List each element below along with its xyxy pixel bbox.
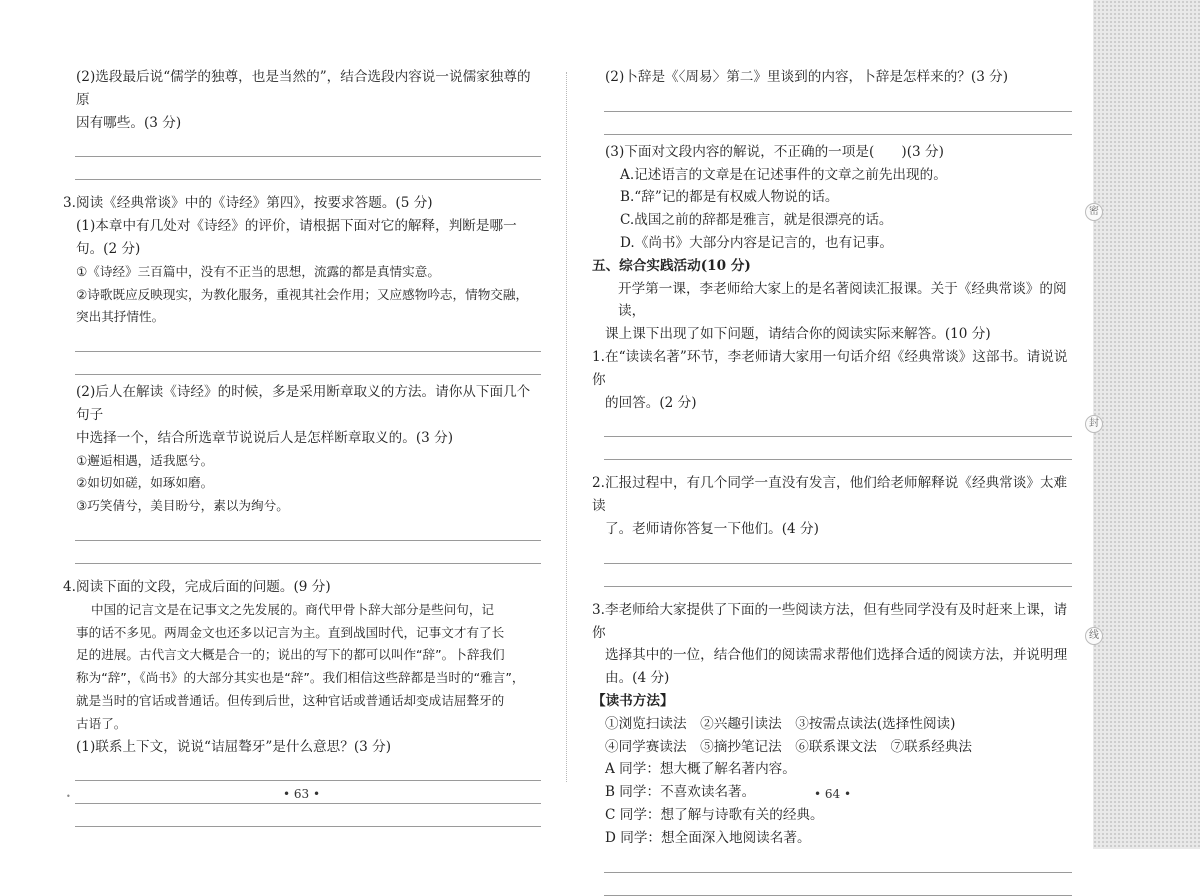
answer-line[interactable] xyxy=(604,112,1072,135)
statement-item: ①《诗经》三百篇中，没有不正当的思想，流露的都是真情实意。 xyxy=(76,263,440,279)
question-text: 因有哪些。(3 分) xyxy=(76,114,182,131)
question-3-title: 3.阅读《经典常谈》中的《诗经》第四》，按要求答题。(5 分) xyxy=(63,195,433,212)
question-text: (3)下面对文段内容的解说，不正确的一项是( )(3 分) xyxy=(605,143,944,160)
option-d: D.《尚书》大部分内容是记言的，也有记事。 xyxy=(620,234,894,251)
passage-text: 就是当时的官话或普通话。但传到后世，这种官话或普通话却变成诘屈聱牙的 xyxy=(76,692,505,708)
answer-line[interactable] xyxy=(75,157,541,180)
page-number-left: • 63 • xyxy=(283,787,321,801)
poem-line: ①邂逅相遇，适我愿兮。 xyxy=(76,452,214,468)
student-need: D 同学：想全面深入地阅读名著。 xyxy=(605,829,811,846)
question-text: (2)卜辞是《〈周易〉第二》里谈到的内容，卜辞是怎样来的？(3 分) xyxy=(605,69,1009,85)
answer-line[interactable] xyxy=(75,518,541,541)
binding-strip xyxy=(1089,0,1200,849)
answer-line[interactable] xyxy=(75,352,541,375)
passage-text: 古语了。 xyxy=(76,715,127,731)
passage-text: 足的进展。古代言文大概是合一的；说出的写下的都可以叫作“辞”。卜辞我们 xyxy=(76,647,505,663)
poem-line: ③巧笑倩兮，美目盼兮，素以为绚兮。 xyxy=(76,498,289,514)
answer-line[interactable] xyxy=(75,804,541,827)
student-need: C 同学：想了解与诗歌有关的经典。 xyxy=(605,806,824,823)
subquestion-2: 2.汇报过程中，有几个同学一直没有发言，他们给老师解释说《经典常谈》太难读 xyxy=(592,475,1068,515)
statement-item: ②诗歌既应反映现实，为教化服务，重视其社会作用；又应感物吟志，情物交融， xyxy=(76,286,529,302)
option-c: C.战国之前的辞都是雅言，就是很漂亮的话。 xyxy=(620,212,893,229)
question-text: 句。(2 分) xyxy=(76,240,141,257)
poem-line: ②如切如磋，如琢如磨。 xyxy=(76,475,214,491)
right-page xyxy=(592,66,1072,896)
question-text: 的回答。(2 分) xyxy=(605,394,697,411)
binding-mark-fold: 封 xyxy=(1085,415,1103,433)
answer-line[interactable] xyxy=(604,850,1072,873)
option-a: A.记述语言的文章是在记述事件的文章之前先出现的。 xyxy=(620,166,947,183)
student-need: B 同学：不喜欢读名著。 xyxy=(605,784,756,801)
question-text: (1)联系上下文，说说“诘屈聱牙”是什么意思？(3 分) xyxy=(76,738,392,755)
methods-list: ④同学赛读法 ⑤摘抄笔记法 ⑥联系课文法 ⑦联系经典法 xyxy=(605,738,973,755)
left-page xyxy=(63,66,541,827)
statement-item: 突出其抒情性。 xyxy=(76,309,165,325)
section-5-title: 五、综合实践活动(10 分) xyxy=(592,257,751,274)
answer-line[interactable] xyxy=(604,541,1072,564)
subquestion-1: 1.在“读读名著”环节，李老师请大家用一句话介绍《经典常谈》这部书。请说说你 xyxy=(592,348,1068,388)
passage-text: 中国的记言文是在记事文之先发展的。商代甲骨卜辞大部分是些问句，记 xyxy=(91,601,494,617)
methods-title: 【读书方法】 xyxy=(592,692,674,709)
answer-line[interactable] xyxy=(75,134,541,157)
page-divider xyxy=(566,72,567,782)
question-text: 选择其中的一位，结合他们的阅读需求帮他们选择合适的阅读方法，并说明理 xyxy=(605,647,1068,664)
question-4-title: 4.阅读下面的文段，完成后面的问题。(9 分) xyxy=(63,578,331,595)
answer-line[interactable] xyxy=(75,541,541,564)
subquestion-3: 3.李老师给大家提供了下面的一些阅读方法，但有些同学没有及时赶来上课，请你 xyxy=(592,601,1068,641)
question-text: 中选择一个，结合所选章节说说后人是怎样断章取义的。(3 分) xyxy=(76,429,454,446)
corner-mark: • xyxy=(66,792,71,801)
question-text: 了。老师请你答复一下他们。(4 分) xyxy=(605,520,819,537)
question-text: 由。(4 分) xyxy=(605,670,670,687)
answer-line[interactable] xyxy=(604,437,1072,460)
question-text: (2)后人在解读《诗经》的时候，多是采用断章取义的方法。请你从下面几个句子 xyxy=(76,384,531,423)
section-intro: 课上课下出现了如下问题，请结合你的阅读实际来解答。(10 分) xyxy=(605,326,991,343)
answer-line[interactable] xyxy=(604,564,1072,587)
answer-line[interactable] xyxy=(75,758,541,781)
methods-list: ①浏览扫读法 ②兴趣引读法 ③按需点读法(选择性阅读) xyxy=(605,715,956,732)
passage-text: 事的话不多见。两周金文也还多以记言为主。直到战国时代，记事文才有了长 xyxy=(76,624,505,640)
answer-line[interactable] xyxy=(75,329,541,352)
binding-mark-seal: 密 xyxy=(1085,203,1103,221)
passage-text: 称为“辞”，《尚书》的大部分其实也是“辞”。我们相信这些辞都是当时的“雅言”， xyxy=(76,670,525,686)
option-b: B.“辞”记的都是有权威人物说的话。 xyxy=(620,189,839,206)
section-intro: 开学第一课，李老师给大家上的是名著阅读汇报课。关于《经典常谈》的阅读， xyxy=(618,280,1067,320)
answer-line[interactable] xyxy=(604,873,1072,896)
binding-mark-line: 线 xyxy=(1085,627,1103,645)
question-text: (1)本章中有几处对《诗经》的评价，请根据下面对它的解释，判断是哪一 xyxy=(76,218,517,235)
question-4-2-prev: (2)选段最后说“儒学的独尊，也是当然的”，结合选段内容说一说儒家独尊的原 xyxy=(76,69,531,108)
student-need: A 同学：想大概了解名著内容。 xyxy=(605,761,796,778)
answer-line[interactable] xyxy=(604,89,1072,112)
answer-line[interactable] xyxy=(604,414,1072,437)
page-number-right: • 64 • xyxy=(814,787,852,801)
